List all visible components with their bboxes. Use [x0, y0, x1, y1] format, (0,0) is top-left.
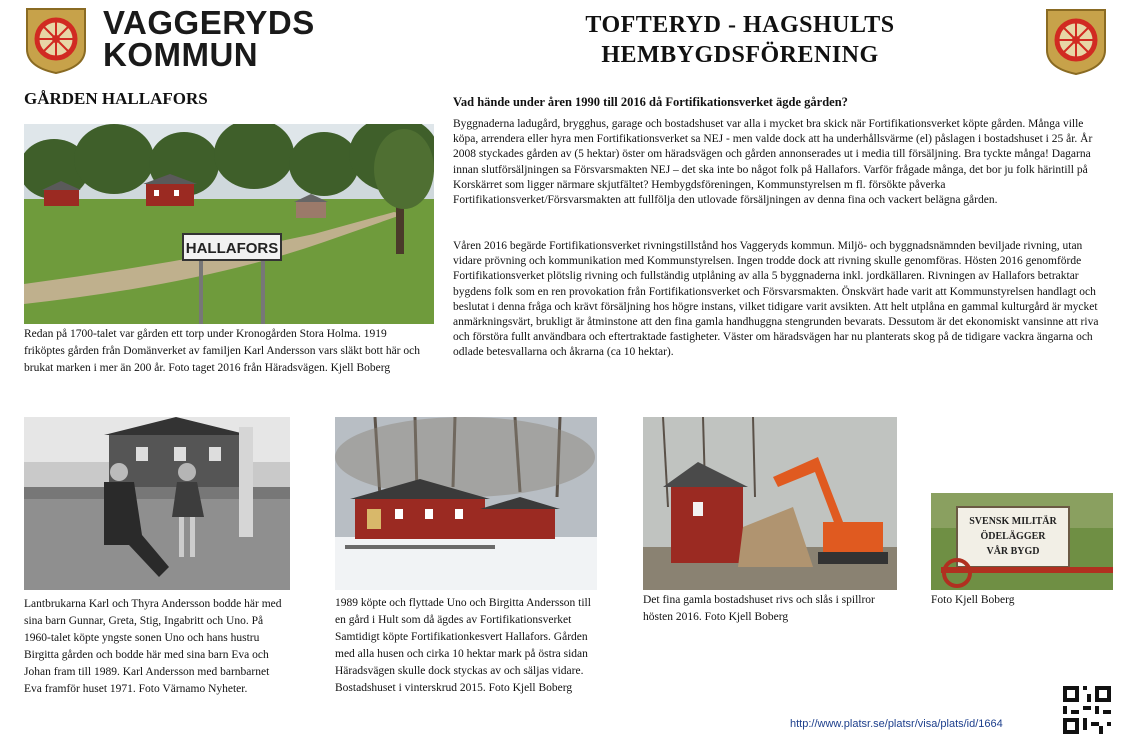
family-photo: [24, 417, 290, 590]
demolition-caption: Det fina gamla bostadshuset rivs och slås i spillror hösten 2016. Foto Kjell Boberg: [643, 594, 875, 623]
page-title: [520, 10, 960, 70]
platsr-link[interactable]: http://www.platsr.se/platsr/visa/plats/id/1664: [790, 718, 1003, 730]
farm-caption: Redan på 1700-talet var gården ett torp under Kronogården Stora Holma. 1919 friköptes gården från Domänverket av familjen Karl Andersson vars släkt bott här och brukat marken i mer än 200 år. Foto taget 2016 från Häradsvägen. Kjell Boberg: [24, 328, 420, 374]
title-line-1: TOFTERYD - HAGSHULTS: [585, 12, 895, 38]
vaggeryd-crest-left-icon: [25, 7, 87, 75]
article-paragraph-2: Våren 2016 begärde Fortifikationsverket rivningstillstånd hos Vaggeryds kommun. Miljö- och byggnadsnämnden beviljade rivning, utan vidare prövning och kommunikation med Kommunstyrelsen. Ingen trodde dock att rivning skulle genomföras. Hösten 2016 genomförde Fortifikationsverket plötslig rivning och fullständig utplåning av alla 5 byggnaderna inkl. jordkällaren. Rivningen av Hallafors betraktar bygdens folk som en ren provokation från Fortifikationsverket och Försvarsmakten. Önskvärt hade varit att Kommunstyrelsen handlagt och beslutat i denna fråga och krävt försäljning hos högre instans, vilket tidigare varit avsikten. Att helt utplåna en gammal kulturgård är mycket anmärkningsvärt, brukligt är åtminstone att den fina gamla handhuggna stengrunden bevarats. Dessutom är det ekonomiskt vansinne att riva och förstöra fullt användbara och eftertraktade fastigheter. Väster om häradsvägen har nu planterats skog på de tidigare vackra ängarna och odlade betesvallarna och åkrarna (ca 10 hektar).: [453, 240, 1099, 359]
family-caption: Lantbrukarna Karl och Thyra Andersson bodde här med sina barn Gunnar, Greta, Stig, Ingabritt och Uno. På 1960-talet köpte yngste sonen Uno och hans hustru Birgitta gården och bodde här med sina barn Eva och Johan fram till 1989. Karl Andersson med barnbarnet Eva framför huset 1971. Foto Värnamo Nyheter.: [24, 598, 282, 695]
article-paragraph-1: Byggnaderna ladugård, brygghus, garage och bostadshuset var alla i mycket bra skick när Fortifikationsverket köpte gården. Många ville köpa, arrendera eller hyra men Fortifikationsverket sa NEJ - men valde dock att ha underhållsvärme (el) påslagen i bostadshuset i 25 år. År 2008 styckades gården av (5 hektar) öster om häradsvägen och gården annonserades ut i media till försäljning. Bra tyckte många! Dagarna innan slutförsäljningen sa Försvarsmakten NEJ – det ska inte bo något folk på Hallafors. Varför frågade många, det bor ju folk härintill på Korskärret som ligger närmare skjutfältet? Hembygdsföreningen, Kommunstyrelsen m fl. försökte påverka Fortifikationsverket/Försvarsmakten att fullfölja den utlovade försäljningen av denna fina och vackert belägna gården.: [453, 118, 1093, 207]
logo-line-2: KOMMUN: [103, 36, 259, 73]
sign-line-2: ÖDELÄGGER: [980, 531, 1046, 542]
protest-sign-photo: [931, 493, 1113, 590]
winter-house-photo: [335, 417, 597, 590]
vaggeryd-crest-right-icon: [1045, 8, 1107, 76]
sign-line-3: VÅR BYGD: [986, 546, 1040, 557]
hallafors-road-sign: HALLAFORS: [185, 240, 279, 257]
winter-caption: 1989 köpte och flyttade Uno och Birgitta Andersson till en gård i Hult som då ägdes av Fortifikationsverket Samtidigt köpte Fortifikationkesvert Hallafors. Gården med alla husen och cirka 10 hektar mark på östra sidan Häradsvägen skulle dock styckas av och säljas vidare. Bostadshuset i vinterskrud 2015. Foto Kjell Boberg: [335, 597, 591, 694]
title-line-2: HEMBYGDSFÖRENING: [601, 42, 879, 68]
protest-caption: Foto Kjell Boberg: [931, 594, 1015, 606]
farm-photo: [24, 124, 434, 324]
section-heading: GÅRDEN HALLAFORS: [24, 89, 208, 108]
municipality-logo-text: [103, 4, 315, 73]
article-question: Vad hände under åren 1990 till 2016 då Fortifikationsverket ägde gården?: [453, 95, 848, 109]
qr-code-icon[interactable]: [1063, 686, 1111, 734]
logo-line-1: VAGGERYDS: [103, 4, 315, 41]
sign-line-1: SVENSK MILITÄR: [969, 516, 1057, 527]
demolition-photo: [643, 417, 897, 590]
